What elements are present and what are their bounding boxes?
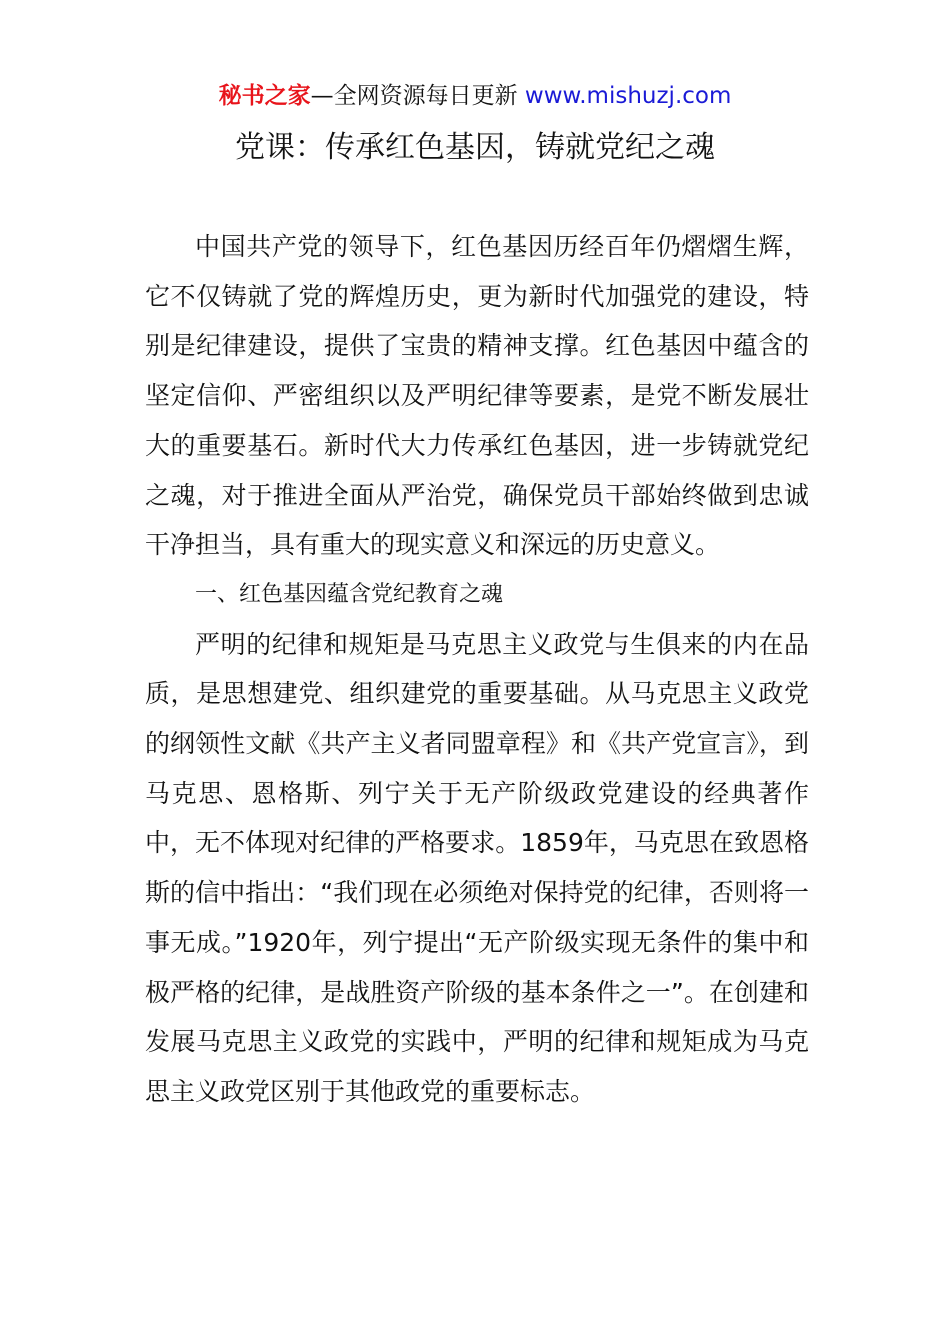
intro-paragraph: 中国共产党的领导下，红色基因历经百年仍熠熠生辉，它不仅铸就了党的辉煌历史，更为新时代加强党的建设，特别是纪律建设，提供了宝贵的精神支撑。红色基因中蕴含的坚定信仰、严密组织以及严明纪律等要素，是党不断发展壮大的重要基石。新时代大力传承红色基因，进一步铸就党纪之魂，对于推进全面从严治党，确保党员干部始终做到忠诚干净担当，具有重大的现实意义和深远的历史意义。 xyxy=(145,232,809,560)
section-heading: 一、红色基因蕴含党纪教育之魂 xyxy=(195,581,504,607)
document-body xyxy=(145,222,809,1117)
body-paragraph: 严明的纪律和规矩是马克思主义政党与生俱来的内在品质，是思想建党、组织建党的重要基础。从马克思主义政党的纲领性文献《共产主义者同盟章程》和《共产党宣言》，到马克思、恩格斯、列宁关于无产阶级政党建设的经典著作中，无不体现对纪律的严格要求。1859年，马克思在致恩格斯的信中指出：“我们现在必须绝对保持党的纪律，否则将一事无成。”1920年，列宁提出“无产阶级实现无条件的集中和极严格的纪律，是战胜资产阶级的基本条件之一”。在创建和发展马克思主义政党的实践中，严明的纪律和规矩成为马克思主义政党区别于其他政党的重要标志。 xyxy=(145,629,809,1106)
site-header xyxy=(0,80,950,112)
document-title: 党课：传承红色基因，铸就党纪之魂 xyxy=(235,130,715,165)
site-name: 秘书之家 xyxy=(218,83,311,109)
site-tagline: —全网资源每日更新 xyxy=(310,83,525,109)
site-url-link[interactable]: www.mishuzj.com xyxy=(524,83,732,109)
